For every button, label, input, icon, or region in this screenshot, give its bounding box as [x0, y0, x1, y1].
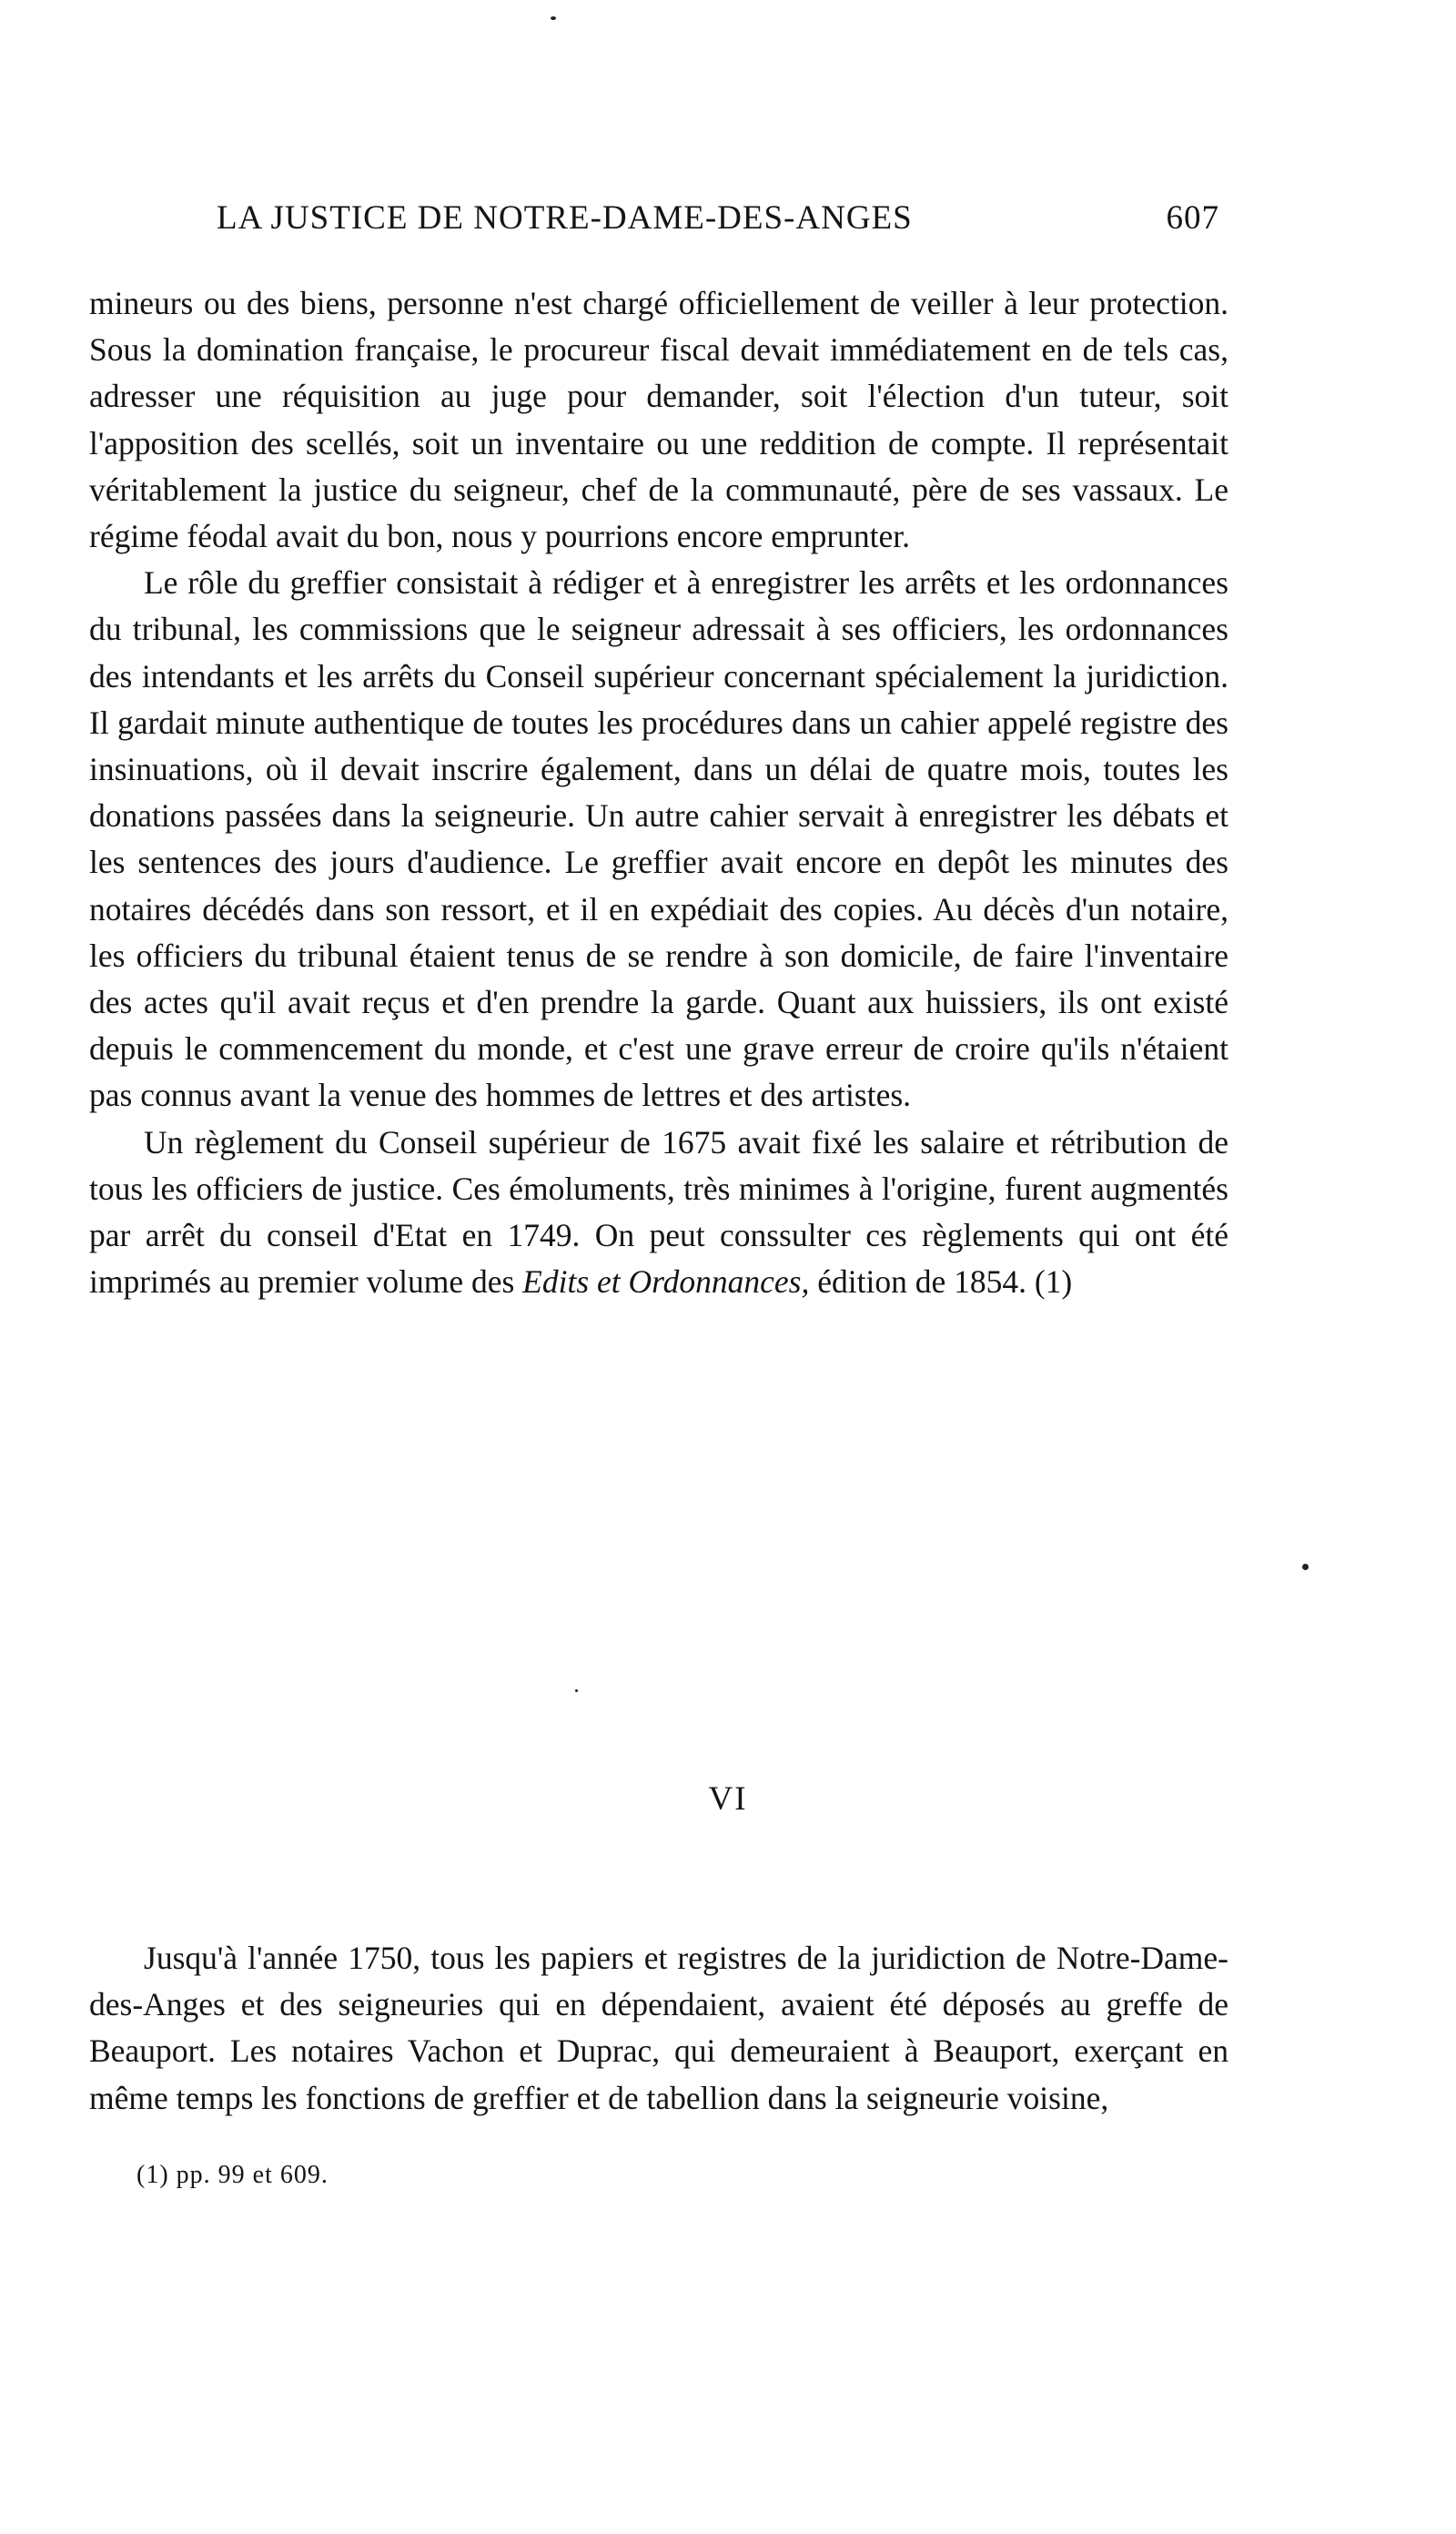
running-header [217, 198, 1219, 249]
paragraph: Jusqu'à l'année 1750, tous les papiers et registres de la juridiction de Notre-Dame-des-Anges et des seigneuries qui en dépendaient, avaient été déposés au greffe de Beauport. Les notaires Vachon et Duprac, qui demeuraient à Beauport, exerçant en même temps les fonctions de greffier et de tabellion dans la seigneurie voisine, [89, 1940, 1228, 2116]
ink-speck [1302, 1564, 1309, 1570]
paragraph: Le rôle du greffier consistait à rédiger et à enregistrer les arrêts et les ordonnances du tribunal, les commissions que le seigneur adressait à ses officiers, les ordonnances des intendants et les arrêts du Conseil supérieur concernant spécialement la juridiction. Il gardait minute authentique de toutes les procédures dans un cahier appelé registre des insinuations, où il devait inscrire également, dans un délai de quatre mois, toutes les donations passées dans la seigneurie. Un autre cahier servait à enregistrer les débats et les sentences des jours d'audience. Le greffier avait encore en depôt les minutes des notaires décédés dans son ressort, et il en expédiait des copies. Au décès d'un notaire, les officiers du tribunal étaient tenus de se rendre à son domicile, de faire l'inventaire des actes qu'il avait reçus et d'en prendre la garde. Quant aux huissiers, ils ont existé depuis le commencement du monde, et c'est une grave erreur de croire qu'ils n'étaient pas connus avant la venue des hommes de lettres et des artistes. [89, 564, 1228, 1114]
page-number: 607 [1166, 199, 1219, 237]
paragraph-text: édition de 1854. (1) [809, 1263, 1073, 1301]
footnote: (1) pp. 99 et 609. [136, 2161, 329, 2189]
body-text-bottom [89, 1935, 1228, 2122]
paragraph-text: Un règlement du Conseil supérieur de 1675 avait fixé les salaire et rétribution de tous les officiers de justice. Ces émoluments, très minimes à l'origine, furent augmentés par arrêt du conseil d'Etat en 1749. On peut conssulter ces règlements qui ont été imprimés au premier volume des [89, 1123, 1228, 1301]
paragraph: mineurs ou des biens, personne n'est chargé officiellement de veiller à leur protection. Sous la domination française, le procureur fiscal devait immédiatement en de tels cas, adresser une réquisition au juge pour demander, soit l'élection d'un tuteur, soit l'apposition des scellés, soit un inventaire ou une reddition de compte. Il représentait véritablement la justice du seigneur, chef de la communauté, père de ses vassaux. Le régime féodal avait du bon, nous y pourrions encore emprunter. [89, 285, 1228, 555]
body-text-top [89, 280, 1228, 1305]
italic-title: Edits et Ordonnances, [522, 1263, 810, 1301]
section-heading: VI [708, 1780, 748, 1818]
ink-speck [551, 16, 556, 20]
ink-speck [575, 1689, 578, 1692]
paragraph [89, 1120, 1228, 1306]
running-title: LA JUSTICE DE NOTRE-DAME-DES-ANGES [217, 199, 913, 237]
